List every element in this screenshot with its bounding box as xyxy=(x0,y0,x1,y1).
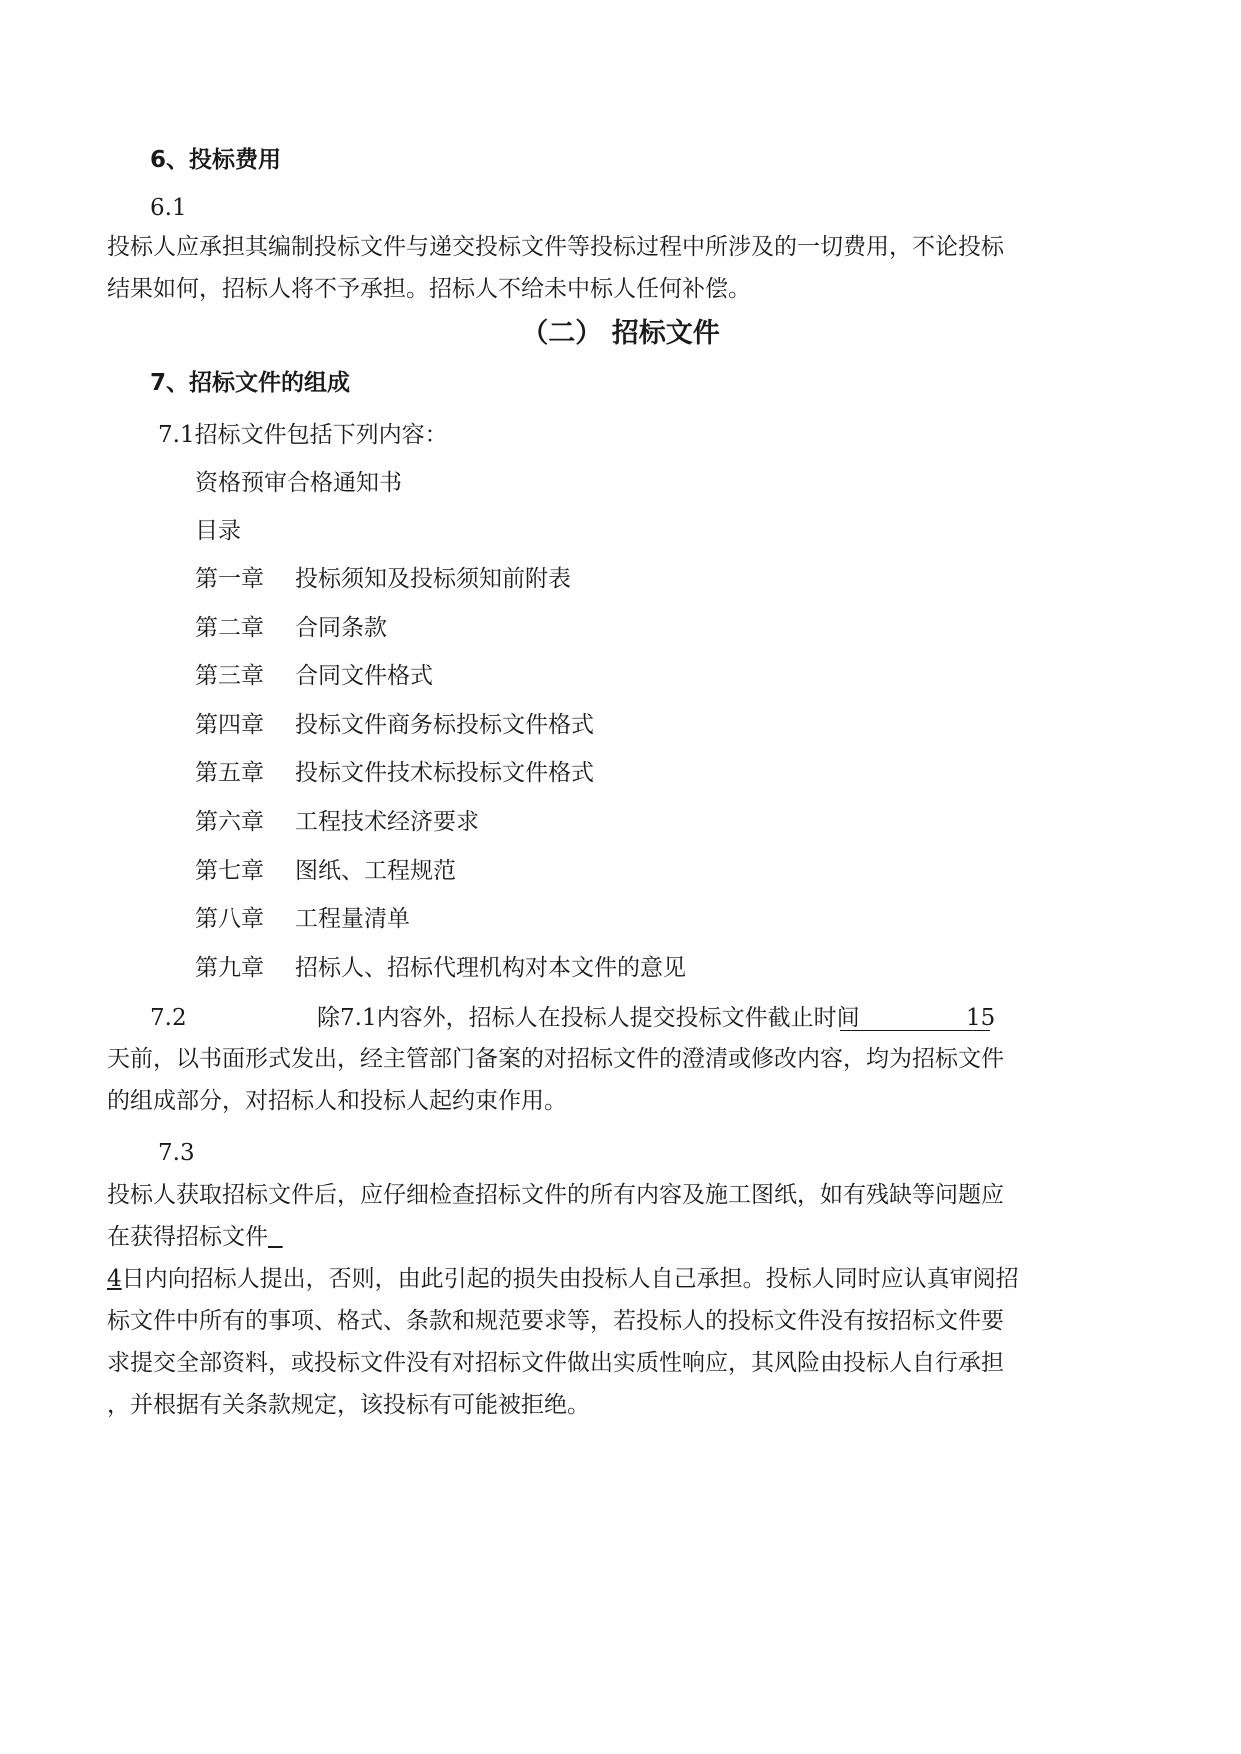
chapter-number: 第九章 xyxy=(195,955,264,981)
clause-6-1-number: 6.1 xyxy=(150,195,187,221)
clause-7-2-number: 7.2 xyxy=(150,1005,187,1031)
clause-7-3-text-line-6: ，并根据有关条款规定，该投标有可能被拒绝。 xyxy=(107,1392,590,1418)
chapter-title: 图纸、工程规范 xyxy=(295,858,456,884)
chapter-number: 第五章 xyxy=(195,760,264,786)
clause-7-3-number: 7.3 xyxy=(158,1140,195,1166)
clause-7-1-intro: 7.1招标文件包括下列内容： xyxy=(158,422,448,448)
clause-7-3-text-line-5: 求提交全部资料，或投标文件没有对招标文件做出实质性响应，其风险由投标人自行承担 xyxy=(107,1350,1004,1376)
chapter-number: 第四章 xyxy=(195,712,264,738)
chapter-number: 第一章 xyxy=(195,566,264,592)
clause-7-2-text-line-2: 天前，以书面形式发出，经主管部门备案的对招标文件的澄清或修改内容，均为招标文件 xyxy=(107,1046,1004,1072)
section-7-heading: 7、招标文件的组成 xyxy=(150,370,351,396)
part-2-title: （二） 招标文件 xyxy=(521,318,720,349)
chapter-number: 第七章 xyxy=(195,858,264,884)
chapter-item-6 xyxy=(195,807,479,837)
chapter-number: 第八章 xyxy=(195,906,264,932)
chapter-number: 第六章 xyxy=(195,809,264,835)
chapter-item-8 xyxy=(195,904,410,934)
blank-underscore xyxy=(268,1224,283,1250)
clause-6-1-text-line-2: 结果如何，招标人将不予承担。招标人不给未中标人任何补偿。 xyxy=(107,276,751,302)
list-item: 目录 xyxy=(195,518,241,544)
days-value: 4 xyxy=(107,1266,122,1292)
clause-7-3-text-line-1: 投标人获取招标文件后，应仔细检查招标文件的所有内容及施工图纸，如有残缺等问题应 xyxy=(107,1182,1004,1208)
clause-7-2-text-line-3: 的组成部分，对招标人和投标人起约束作用。 xyxy=(107,1088,567,1114)
clause-7-3-text-line-2 xyxy=(107,1222,283,1252)
chapter-title: 投标文件商务标投标文件格式 xyxy=(295,712,594,738)
blank-field-value: 15 xyxy=(966,1005,996,1031)
chapter-item-1 xyxy=(195,564,571,594)
chapter-title: 合同文件格式 xyxy=(295,663,433,689)
chapter-item-9 xyxy=(195,953,686,983)
chapter-item-2 xyxy=(195,613,387,643)
section-6-heading: 6、投标费用 xyxy=(150,147,282,173)
chapter-title: 招标人、招标代理机构对本文件的意见 xyxy=(295,955,686,981)
chapter-item-3 xyxy=(195,661,433,691)
chapter-title: 投标须知及投标须知前附表 xyxy=(295,566,571,592)
clause-6-1-text-line-1: 投标人应承担其编制投标文件与递交投标文件等投标过程中所涉及的一切费用，不论投标 xyxy=(107,234,1004,260)
chapter-number: 第三章 xyxy=(195,663,264,689)
list-item: 资格预审合格通知书 xyxy=(195,470,402,496)
chapter-title: 工程量清单 xyxy=(295,906,410,932)
clause-7-3-text-line-3 xyxy=(107,1264,1019,1294)
clause-7-2-text-line-1: 除7.1内容外，招标人在投标人提交投标文件截止时间 xyxy=(317,1005,860,1031)
clause-7-3-text: 日内向招标人提出，否则，由此引起的损失由投标人自己承担。投标人同时应认真审阅招 xyxy=(121,1266,1019,1292)
chapter-number: 第二章 xyxy=(195,615,264,641)
chapter-item-4 xyxy=(195,710,594,740)
chapter-item-5 xyxy=(195,758,594,788)
chapter-title: 工程技术经济要求 xyxy=(295,809,479,835)
chapter-title: 合同条款 xyxy=(295,615,387,641)
chapter-item-7 xyxy=(195,856,456,886)
clause-7-3-text-line-4: 标文件中所有的事项、格式、条款和规范要求等，若投标人的投标文件没有按招标文件要 xyxy=(107,1308,1004,1334)
chapter-title: 投标文件技术标投标文件格式 xyxy=(295,760,594,786)
clause-7-3-text: 在获得招标文件 xyxy=(107,1224,268,1250)
